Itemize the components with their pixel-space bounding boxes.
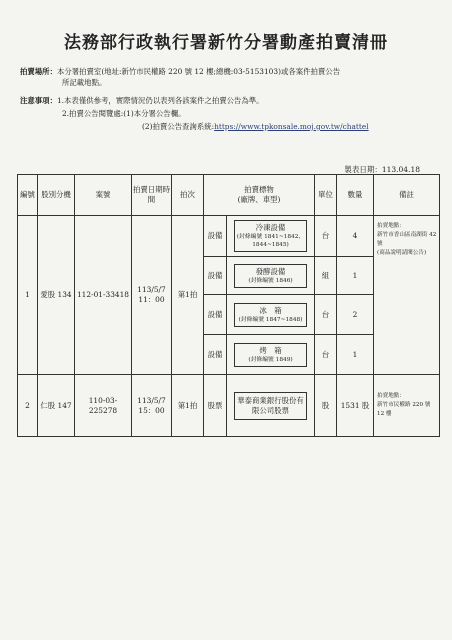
- notes-label: 注意事項：: [20, 96, 57, 105]
- row2-case-no: 110-03-225278: [75, 375, 132, 437]
- row1-item3: [227, 295, 315, 335]
- made-date: 製表日期：113.04.18: [344, 165, 420, 174]
- row2-no: 2: [18, 375, 38, 437]
- header-item-sub: (廠牌、車型): [237, 195, 281, 204]
- row1-item3-box: [234, 303, 307, 327]
- row1-item3-unit: 台: [315, 295, 337, 335]
- notes: [20, 95, 264, 106]
- row1-item3-category: 設備: [204, 295, 227, 335]
- row1-item2-qty: 1: [337, 257, 374, 295]
- row1-item4: [227, 335, 315, 375]
- table-row: [18, 216, 440, 257]
- row2-remark-line1: 拍賣地點：: [377, 393, 405, 399]
- header-remark: 備註: [374, 175, 440, 216]
- row1-item4-category: 設備: [204, 335, 227, 375]
- row1-no: 1: [18, 216, 38, 375]
- header-item-label: 拍賣標物: [244, 185, 274, 194]
- header-item: [204, 175, 315, 216]
- row2-remark-line2: 新竹市民權路 220 號 12 樓: [377, 402, 431, 417]
- row1-case-no: 112-01-33418: [75, 216, 132, 375]
- header-case-no: 案號: [75, 175, 132, 216]
- note-item-2: 2.拍賣公告閱覽處:(1)本分署公告欄。: [62, 109, 186, 118]
- row1-date-day: 113/5/7: [137, 285, 166, 294]
- row2-item: [227, 375, 315, 437]
- row2-section: 仁股 147: [38, 375, 75, 437]
- row1-item3-seal1: (封條編號 1847~1848): [238, 316, 303, 323]
- row1-item3-name: 冰 箱: [259, 305, 282, 315]
- row2-qty: 1531 股: [337, 375, 374, 437]
- row1-item4-name: 烤 箱: [259, 345, 282, 355]
- row1-item1-name: 冷凍設備: [255, 223, 286, 232]
- row2-item-name: 華泰商業銀行股份有限公司股票: [237, 395, 304, 415]
- row1-remark: [374, 216, 440, 375]
- row1-item2-name: 發酵設備: [255, 266, 286, 276]
- row1-item3-qty: 2: [337, 295, 374, 335]
- row1-item2: [227, 257, 315, 295]
- row2-unit: 股: [315, 375, 337, 437]
- row1-remark-line3: (商品說明請閱公告): [377, 250, 427, 256]
- row1-item1: [227, 216, 315, 257]
- row1-item1-seal2: 1844~1845): [252, 242, 289, 248]
- auction-place: [20, 66, 340, 77]
- table-row: [18, 375, 440, 437]
- row1-remark-line2: 新竹市香山區南湖街 42 號: [377, 232, 437, 247]
- row1-date: [132, 216, 172, 375]
- row2-date-day: 113/5/7: [137, 395, 166, 405]
- row2-round: 第1拍: [172, 375, 204, 437]
- row1-item1-category: 設備: [204, 216, 227, 257]
- row1-section: 愛股 134: [38, 216, 75, 375]
- row1-item2-seal1: (封條編號 1846): [248, 277, 293, 284]
- row1-item1-unit: 台: [315, 216, 337, 257]
- auction-place-line2: 所記載地點。: [62, 78, 107, 87]
- note-item-3-prefix: (2)拍賣公告查詢系統:: [142, 122, 215, 131]
- auction-table: [17, 174, 440, 437]
- row1-round: 第1拍: [172, 216, 204, 375]
- note-item-3: [142, 121, 369, 132]
- row1-item1-qty: 4: [337, 216, 374, 257]
- header-qty: 數量: [337, 175, 374, 216]
- row1-remark-line1: 拍賣地點：: [377, 223, 405, 229]
- row1-item4-qty: 1: [337, 335, 374, 375]
- table-header-row: [18, 175, 440, 216]
- row1-item2-unit: 組: [315, 257, 337, 295]
- row2-remark: [374, 375, 440, 437]
- note-item-1: 1.本表僅供參考，實際情況仍以表列各該案件之拍賣公告為準。: [56, 96, 264, 105]
- header-round: 拍次: [172, 175, 204, 216]
- row1-date-time: 11：00: [138, 295, 165, 304]
- auction-place-line1: 本分署拍賣室(地址:新竹市民權路 220 號 12 樓;總機:03-5153103)或各案件拍賣公告: [56, 67, 341, 76]
- row1-item2-category: 設備: [204, 257, 227, 295]
- row1-item4-unit: 台: [315, 335, 337, 375]
- row1-item1-seal1: (封條編號 1841~1842、: [236, 234, 305, 240]
- page-title: 法務部行政執行署新竹分署動產拍賣清冊: [64, 33, 388, 53]
- row1-item2-box: [234, 264, 307, 288]
- row2-date-time: 15：00: [138, 405, 165, 415]
- row2-item-box: [234, 392, 307, 420]
- header-section: 股別分機: [38, 175, 75, 216]
- header-auction-date: 拍賣日期時間: [132, 175, 172, 216]
- auction-place-label: 拍賣場所：: [20, 67, 57, 76]
- auction-search-link[interactable]: https://www.tpkonsale.moj.gov.tw/chattel: [214, 122, 369, 131]
- row2-category: 股票: [204, 375, 227, 437]
- row2-date: [132, 375, 172, 437]
- row1-item4-box: [234, 343, 307, 367]
- header-no: 編號: [18, 175, 38, 216]
- header-unit: 單位: [315, 175, 337, 216]
- row1-item1-box: [234, 220, 307, 252]
- row1-item4-seal1: (封條編號 1849): [248, 356, 293, 363]
